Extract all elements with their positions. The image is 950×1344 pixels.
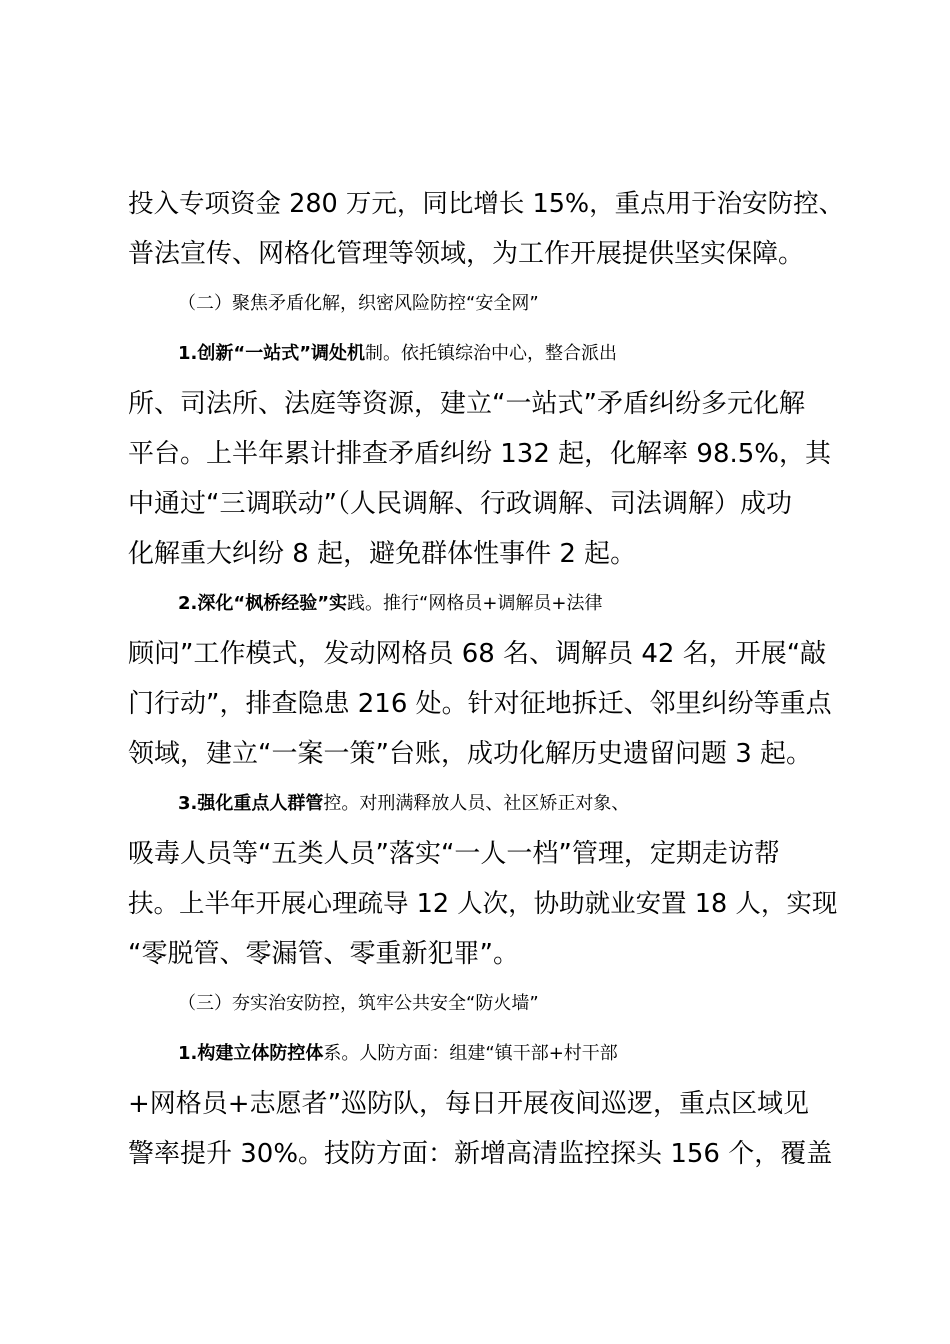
item-text: 控。对刑满释放人员、社区矫正对象、 xyxy=(323,793,630,814)
paragraph-line: 所、司法所、法庭等资源，建立“一站式”矛盾纠纷多元化解 xyxy=(128,389,805,419)
item-lead: 3.强化重点人群管 xyxy=(178,793,324,814)
item-lead: 1.创新“一站式”调处机 xyxy=(178,343,366,364)
paragraph-line: 警率提升 30%。技防方面：新增高清监控探头 156 个，覆盖 xyxy=(128,1139,833,1169)
item-lead: 1.构建立体防控体 xyxy=(178,1043,324,1064)
paragraph-line: “零脱管、零漏管、零重新犯罪”。 xyxy=(128,939,519,969)
paragraph-line: 门行动”，排查隐患 216 处。针对征地拆迁、邻里纠纷等重点 xyxy=(128,689,832,719)
paragraph-line: 吸毒人员等“五类人员”落实“一人一档”管理，定期走访帮 xyxy=(128,839,780,869)
paragraph-line: 领域，建立“一案一策”台账，成功化解历史遗留问题 3 起。 xyxy=(128,739,813,769)
paragraph-line: 投入专项资金 280 万元，同比增长 15%，重点用于治安防控、 xyxy=(128,189,845,219)
section-heading: （二）聚焦矛盾化解，织密风险防控“安全网” xyxy=(178,293,539,314)
paragraph-line: 化解重大纠纷 8 起，避免群体性事件 2 起。 xyxy=(128,539,637,569)
paragraph-line: 平台。上半年累计排查矛盾纠纷 132 起，化解率 98.5%，其 xyxy=(128,439,832,469)
item-text: 践。推行“网格员+调解员+法律 xyxy=(347,593,603,614)
paragraph-line xyxy=(178,336,898,372)
paragraph-line: 扶。上半年开展心理疏导 12 人次，协助就业安置 18 人，实现 xyxy=(128,889,838,919)
paragraph-line: 普法宣传、网格化管理等领域，为工作开展提供坚实保障。 xyxy=(128,239,805,269)
paragraph-line: 中通过“三调联动”（人民调解、行政调解、司法调解）成功 xyxy=(128,489,792,519)
paragraph-line: 顾问”工作模式，发动网格员 68 名、调解员 42 名，开展“敲 xyxy=(128,639,827,669)
paragraph-line xyxy=(178,786,898,822)
paragraph-line xyxy=(178,586,898,622)
item-lead: 2.深化“枫桥经验”实 xyxy=(178,593,348,614)
item-text: 系。人防方面：组建“镇干部+村干部 xyxy=(323,1043,618,1064)
section-heading: （三）夯实治安防控，筑牢公共安全“防火墙” xyxy=(178,993,539,1014)
item-text: 制。依托镇综治中心，整合派出 xyxy=(365,343,618,364)
paragraph-line: +网格员+志愿者”巡防队，每日开展夜间巡逻，重点区域见 xyxy=(128,1089,810,1119)
paragraph-line xyxy=(178,1036,898,1072)
